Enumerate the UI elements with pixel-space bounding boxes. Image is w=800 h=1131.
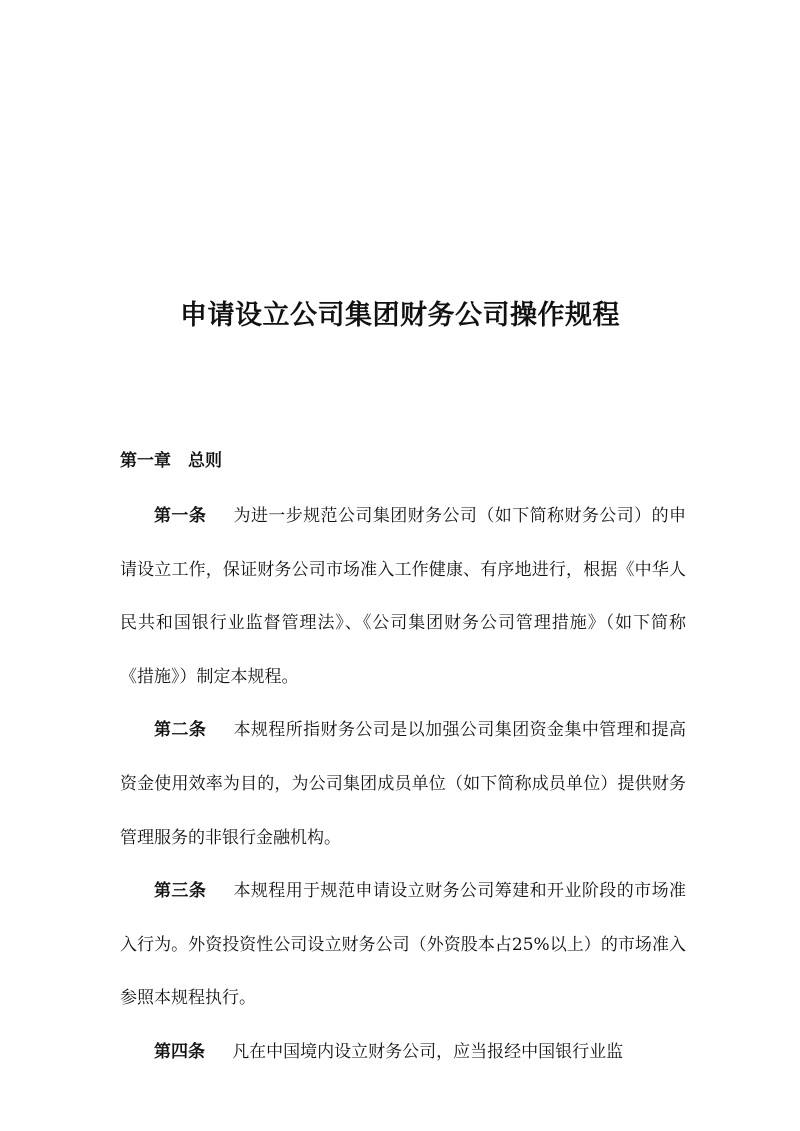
article-text: 为进一步规范公司集团财务公司（如下简称财务公司）的申请设立工作，保证财务公司市场准入工作健康、有序地进行，根据《中华人民共和国银行业监督管理法》、《公司集团财务公司管理措施》（如下简称《措施》）制定本规程。 — [120, 506, 686, 687]
article-label: 第四条 — [154, 1041, 205, 1062]
article-text: 本规程所指财务公司是以加强公司集团资金集中管理和提高资金使用效率为目的，为公司集团成员单位（如下简称成员单位）提供财务管理服务的非银行金融机构。 — [120, 720, 686, 848]
article-text: 本规程用于规范申请设立财务公司筹建和开业阶段的市场准入行为。外资投资性公司设立财务公司（外资股本占25%以上）的市场准入参照本规程执行。 — [120, 881, 686, 1009]
article-2 — [120, 704, 686, 865]
article-1 — [120, 490, 686, 704]
document-body — [120, 490, 686, 1080]
chapter-heading: 第一章 总则 — [120, 451, 222, 471]
article-label: 第二条 — [154, 720, 207, 741]
article-label: 第一条 — [154, 506, 207, 526]
document-title: 申请设立公司集团财务公司操作规程 — [180, 300, 620, 331]
article-label: 第三条 — [154, 881, 207, 902]
article-4 — [120, 1026, 686, 1080]
article-text: 凡在中国境内设立财务公司，应当报经中国银行业监 — [232, 1041, 624, 1062]
article-3 — [120, 865, 686, 1026]
